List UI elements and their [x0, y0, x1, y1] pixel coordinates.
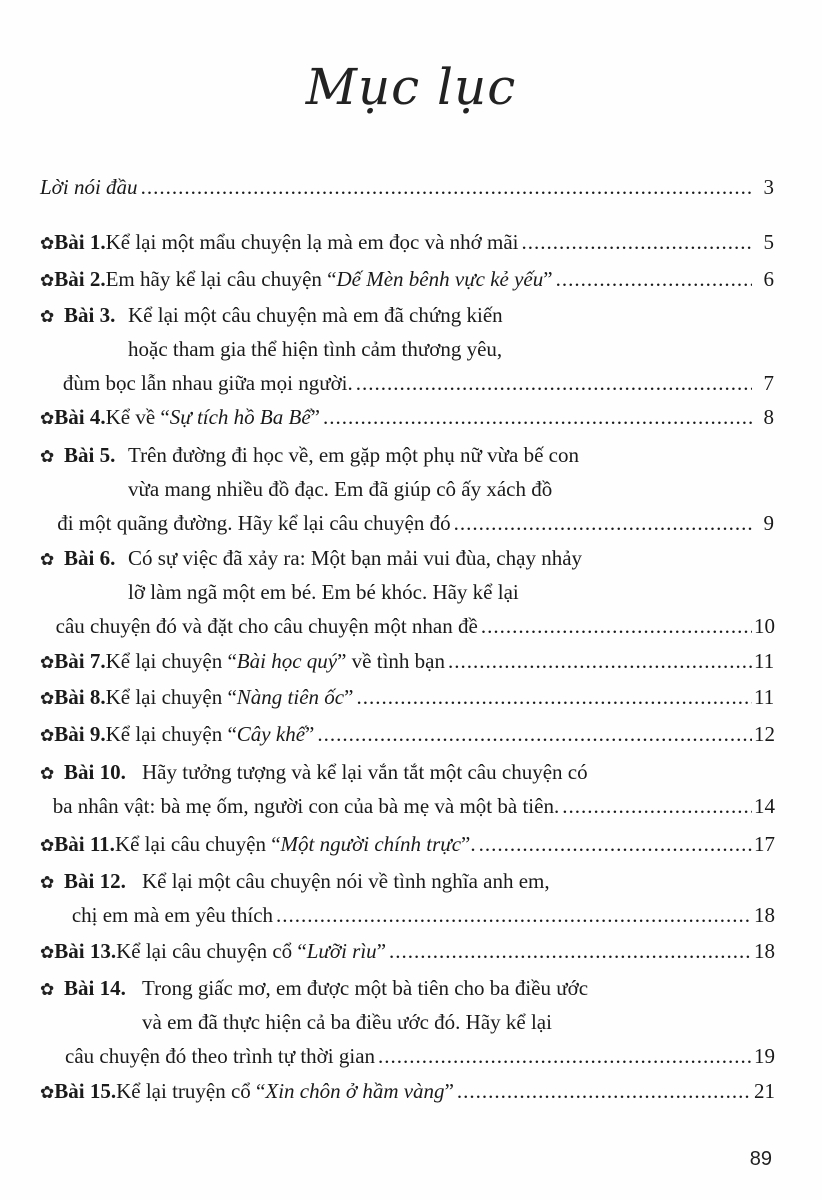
entry-text: Trong giấc mơ, em được một bà tiên cho ba điều ước	[142, 976, 589, 1000]
toc-entry-bai-5[interactable]	[40, 438, 774, 540]
toc-entry-bai-2[interactable]	[40, 262, 774, 296]
toc-entry-bai-15[interactable]	[40, 1074, 774, 1108]
entry-text: đùm bọc lẫn nhau giữa mọi người.	[62, 371, 353, 395]
toc-entry-bai-4[interactable]	[40, 400, 774, 434]
flower-bullet-icon: ✿	[40, 550, 55, 569]
toc-line	[40, 262, 774, 296]
flower-bullet-icon: ✿	[40, 980, 55, 999]
dot-leader	[481, 609, 752, 643]
toc-line	[40, 366, 774, 400]
dot-leader	[356, 680, 752, 714]
flower-bullet-icon: ✿	[40, 873, 55, 892]
toc-entry-foreword[interactable]	[40, 170, 774, 204]
flower-bullet-icon: ✿	[40, 653, 55, 672]
entry-text: Trên đường đi học về, em gặp một phụ nữ vừa bế con	[128, 443, 579, 467]
entry-text: Có sự việc đã xảy ra: Một bạn mải vui đùa, chạy nhảy	[128, 546, 583, 570]
toc-line	[40, 609, 774, 643]
entry-text: Kể về “Sự tích hồ Ba Bể”	[105, 405, 320, 429]
page-number: 89	[749, 1148, 772, 1170]
toc-line	[40, 789, 774, 823]
flower-bullet-icon: ✿	[40, 764, 55, 783]
entry-page: 21	[754, 1079, 775, 1103]
flower-bullet-icon: ✿	[40, 726, 55, 745]
entry-page: 8	[763, 405, 774, 429]
toc-line	[40, 575, 774, 609]
toc-line	[40, 971, 774, 1005]
entry-label: Bài 7.	[54, 649, 106, 673]
entry-page: 3	[763, 175, 774, 199]
entry-page: 12	[754, 722, 775, 746]
toc-entry-bai-7[interactable]	[40, 644, 774, 678]
entry-label: Bài 9.	[54, 722, 106, 746]
toc-entry-bai-13[interactable]	[40, 934, 774, 968]
dot-leader	[522, 225, 753, 259]
flower-bullet-icon: ✿	[40, 836, 55, 855]
toc-line	[40, 541, 774, 575]
toc-line	[40, 472, 774, 506]
entry-text: Kể lại chuyện “Cây khế”	[105, 722, 315, 746]
dot-leader	[479, 827, 752, 861]
entry-text: ba nhân vật: bà mẹ ốm, người con của bà mẹ và một bà tiên.	[52, 794, 560, 818]
entry-text: câu chuyện đó và đặt cho câu chuyện một nhan đề	[55, 614, 478, 638]
toc-entry-bai-14[interactable]	[40, 971, 774, 1073]
toc-line	[40, 717, 774, 751]
toc-line	[40, 680, 774, 714]
entry-label: Bài 2.	[54, 267, 106, 291]
toc-line	[40, 827, 774, 861]
dot-leader	[323, 400, 752, 434]
entry-text: Kể lại chuyện “Bài học quý” về tình bạn	[105, 649, 445, 673]
dot-leader	[454, 506, 752, 540]
entry-label: Bài 8.	[54, 685, 106, 709]
toc-entry-bai-6[interactable]	[40, 541, 774, 643]
entry-text: và em đã thực hiện cả ba điều ước đó. Hãy kể lại	[142, 1010, 552, 1034]
toc-line	[40, 332, 774, 366]
entry-text: Em hãy kể lại câu chuyện “Dế Mèn bênh vực kẻ yếu”	[105, 267, 553, 291]
toc-line	[40, 644, 774, 678]
toc-entry-bai-8[interactable]	[40, 680, 774, 714]
flower-bullet-icon: ✿	[40, 943, 55, 962]
entry-text: Kể lại câu chuyện “Một người chính trực”.	[114, 832, 476, 856]
entry-text: Hãy tưởng tượng và kể lại vắn tắt một câu chuyện có	[142, 760, 588, 784]
entry-page: 19	[754, 1044, 775, 1068]
page-title: Mục lục	[305, 58, 517, 116]
entry-label: Bài 4.	[54, 405, 106, 429]
toc-line	[40, 1039, 774, 1073]
entry-label: Bài 12.	[64, 869, 126, 893]
toc-line	[40, 298, 774, 332]
toc-line	[40, 755, 774, 789]
toc-line	[40, 1005, 774, 1039]
dot-leader	[356, 366, 752, 400]
entry-label: Bài 15.	[54, 1079, 117, 1103]
toc-line	[40, 400, 774, 434]
dot-leader	[389, 934, 752, 968]
entry-text: chị em mà em yêu thích	[71, 903, 274, 927]
entry-text: hoặc tham gia thể hiện tình cảm thương yêu,	[128, 337, 503, 361]
flower-bullet-icon: ✿	[40, 271, 55, 290]
flower-bullet-icon: ✿	[40, 234, 55, 253]
dot-leader	[457, 1074, 752, 1108]
entry-text: Kể lại truyện cổ “Xin chôn ở hầm vàng”	[116, 1079, 454, 1103]
entry-text: Kể lại một câu chuyện nói về tình nghĩa anh em,	[142, 869, 550, 893]
toc-line	[40, 225, 774, 259]
entry-text: lỡ làm ngã một em bé. Em bé khóc. Hãy kể lại	[128, 580, 519, 604]
entry-label: Bài 1.	[54, 230, 106, 254]
toc-entry-bai-9[interactable]	[40, 717, 774, 751]
flower-bullet-icon: ✿	[40, 1083, 55, 1102]
toc-entry-bai-11[interactable]	[40, 827, 774, 861]
toc-line	[40, 170, 774, 204]
entry-text: câu chuyện đó theo trình tự thời gian	[65, 1044, 376, 1068]
entry-page: 9	[763, 511, 774, 535]
toc-line	[40, 934, 774, 968]
flower-bullet-icon: ✿	[40, 447, 55, 466]
entry-label: Bài 3.	[64, 303, 116, 327]
entry-text: Kể lại một câu chuyện mà em đã chứng kiến	[128, 303, 503, 327]
entry-page: 18	[754, 903, 775, 927]
entry-page: 17	[754, 832, 775, 856]
toc-entry-bai-12[interactable]	[40, 864, 774, 932]
dot-leader	[141, 170, 752, 204]
toc-entry-bai-1[interactable]	[40, 225, 774, 259]
flower-bullet-icon: ✿	[40, 307, 55, 326]
toc-entry-bai-3[interactable]	[40, 298, 774, 400]
toc-line	[40, 1074, 774, 1108]
toc-line	[40, 898, 774, 932]
entry-text: Kể lại một mẩu chuyện lạ mà em đọc và nhớ mãi	[105, 230, 519, 254]
toc-line	[40, 438, 774, 472]
entry-label: Bài 6.	[64, 546, 116, 570]
entry-text: đi một quãng đường. Hãy kể lại câu chuyện đó	[57, 511, 451, 535]
flower-bullet-icon: ✿	[40, 689, 55, 708]
entry-page: 11	[754, 649, 775, 673]
dot-leader	[317, 717, 752, 751]
entry-page: 6	[763, 267, 774, 291]
entry-text: Kể lại câu chuyện cổ “Lưỡi rìu”	[116, 939, 387, 963]
toc-line	[40, 864, 774, 898]
entry-label: Bài 14.	[64, 976, 126, 1000]
entry-text: Kể lại chuyện “Nàng tiên ốc”	[105, 685, 354, 709]
entry-label: Bài 11.	[54, 832, 115, 856]
entry-text: vừa mang nhiều đồ đạc. Em đã giúp cô ấy xách đồ	[128, 477, 553, 501]
dot-leader	[378, 1039, 752, 1073]
flower-bullet-icon: ✿	[40, 409, 55, 428]
dot-leader	[448, 644, 752, 678]
toc-line	[40, 506, 774, 540]
entry-label: Bài 13.	[54, 939, 117, 963]
entry-page: 18	[754, 939, 775, 963]
entry-label: Bài 5.	[64, 443, 116, 467]
dot-leader	[556, 262, 752, 296]
entry-page: 11	[754, 685, 775, 709]
entry-text: Lời nói đầu	[40, 175, 138, 199]
entry-label: Bài 10.	[64, 760, 126, 784]
dot-leader	[562, 789, 752, 823]
entry-page: 10	[754, 614, 775, 638]
entry-page: 14	[754, 794, 775, 818]
toc-entry-bai-10[interactable]	[40, 755, 774, 823]
entry-page: 7	[763, 371, 774, 395]
entry-page: 5	[763, 230, 774, 254]
dot-leader	[276, 898, 752, 932]
